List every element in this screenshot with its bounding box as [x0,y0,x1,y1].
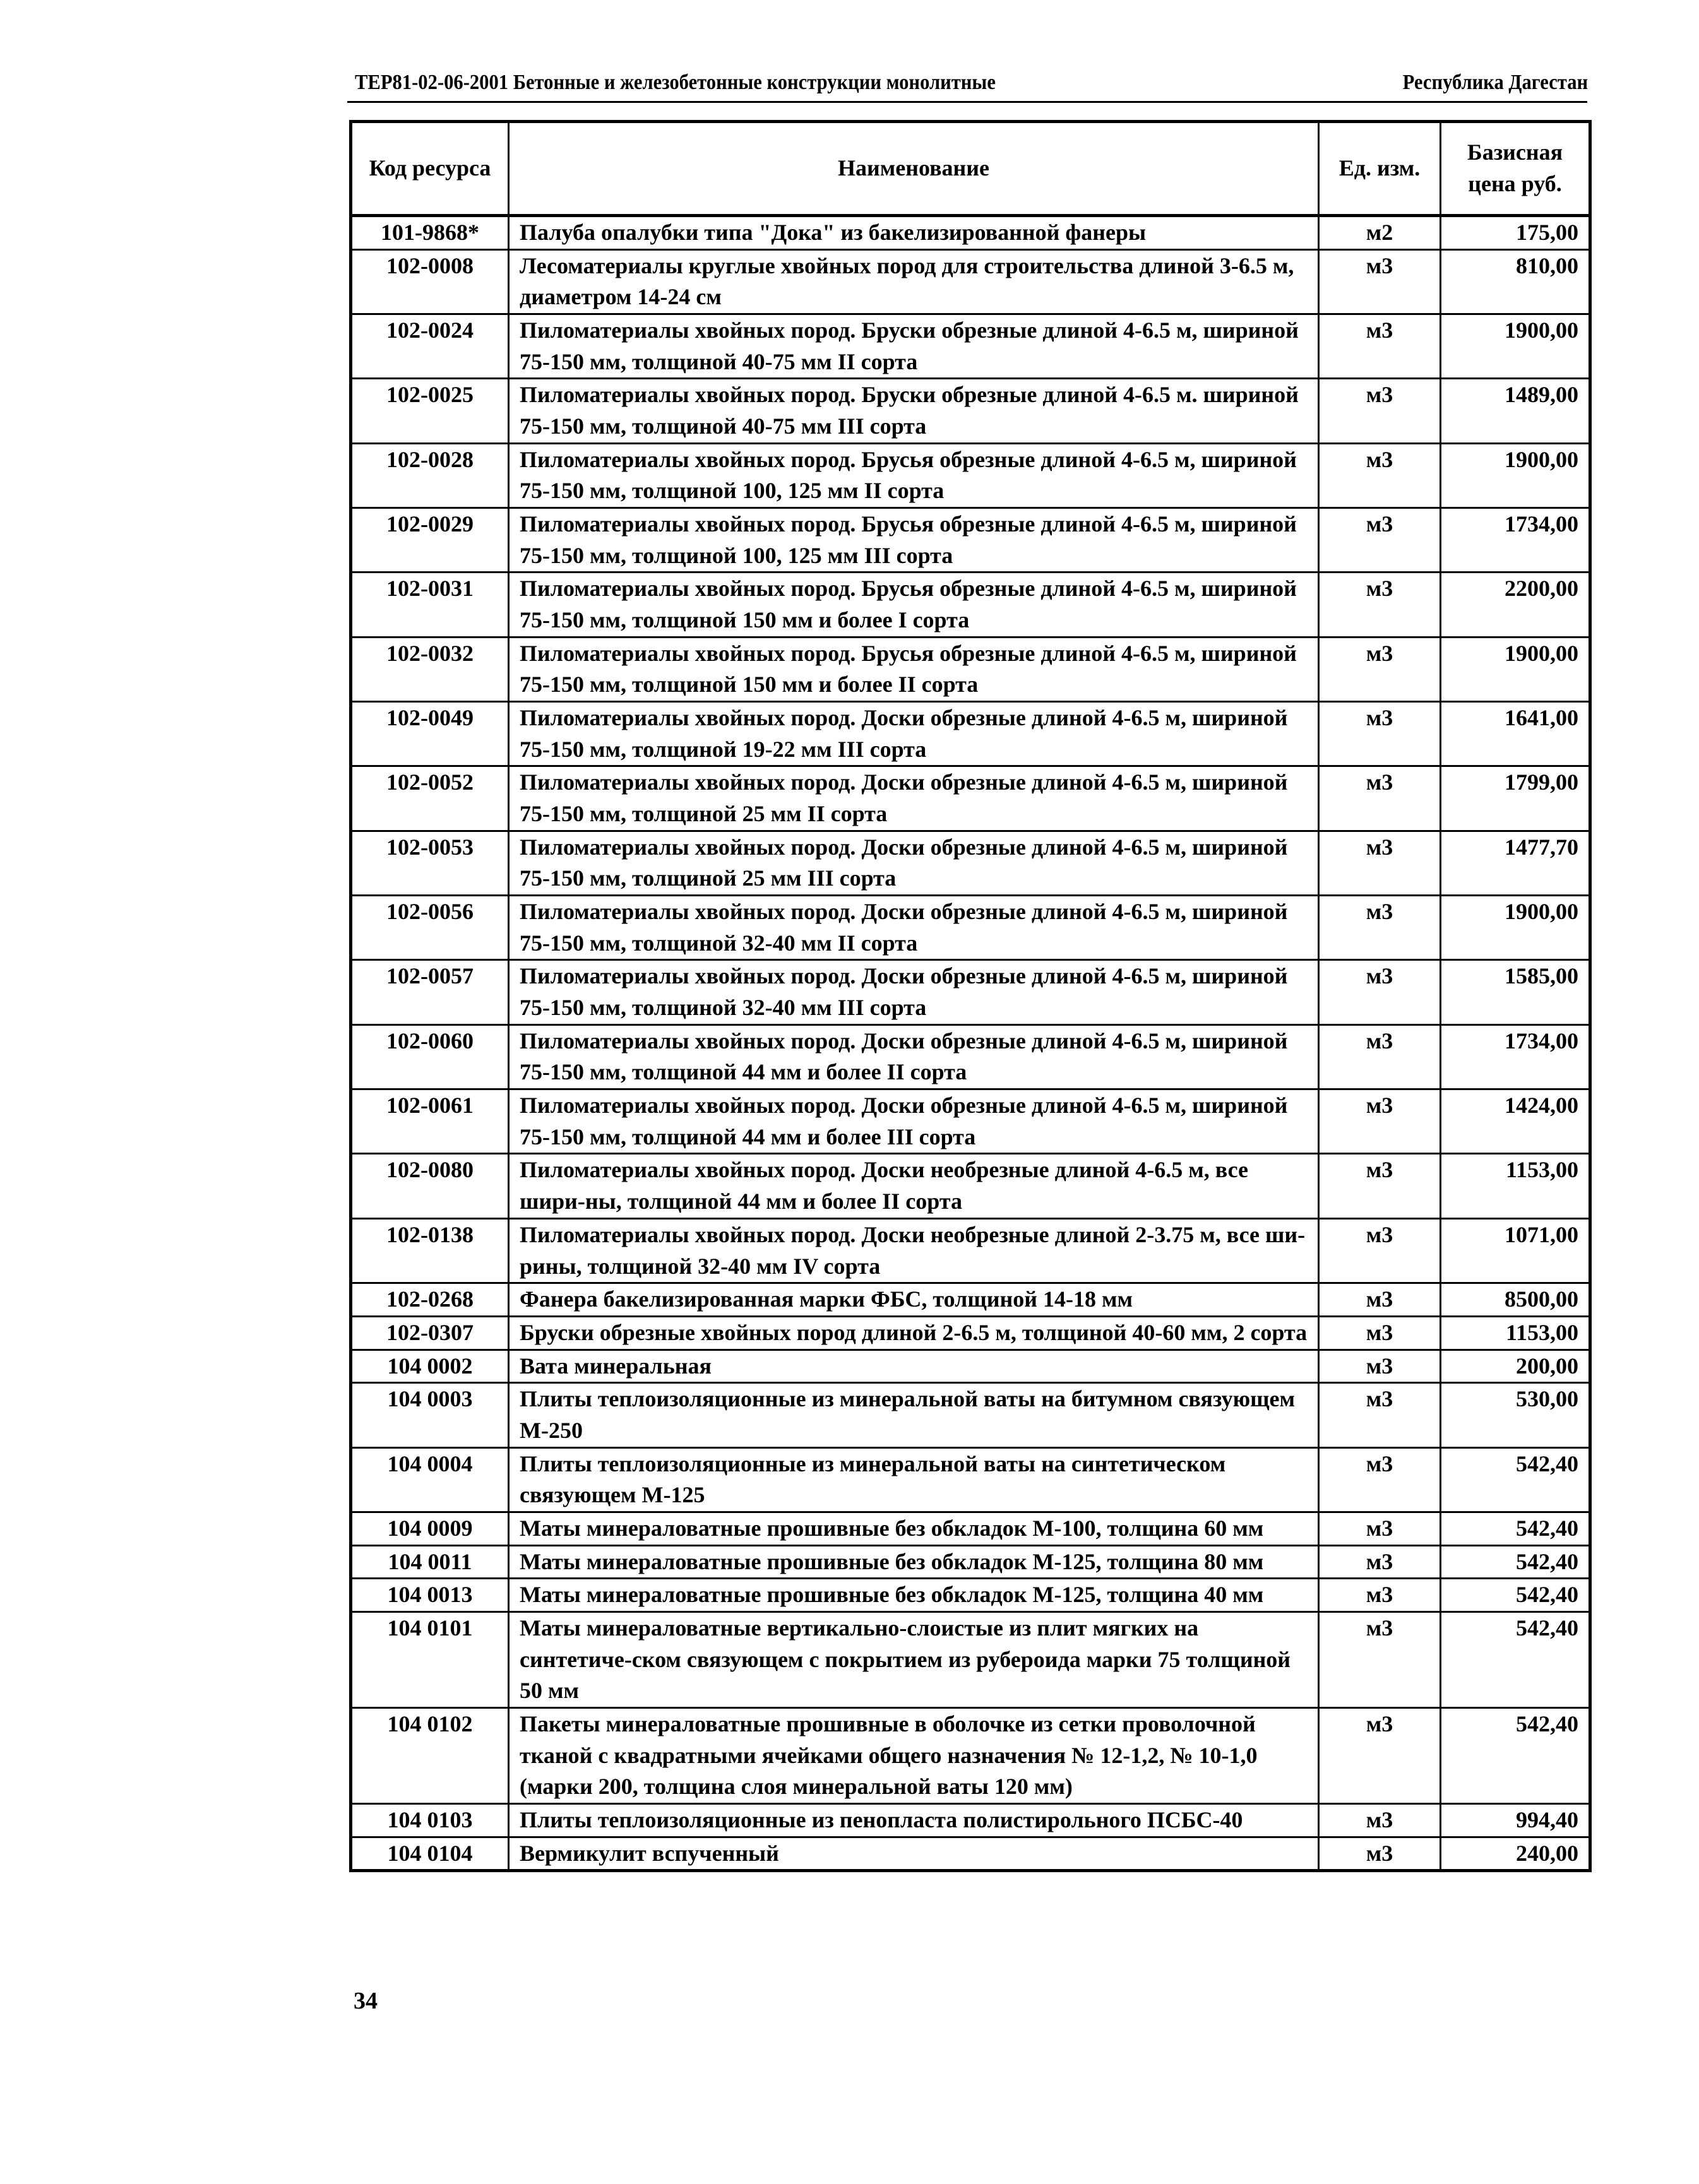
cell-name: Пиломатериалы хвойных пород. Брусья обрезные длиной 4-6.5 м, шириной 75-150 мм, толщиной 100, 125 мм III сорта [509,508,1319,573]
cell-name: Вата минеральная [509,1350,1319,1383]
column-header-unit: Ед. изм. [1319,122,1441,216]
cell-name: Пиломатериалы хвойных пород. Доски обрезные длиной 4-6.5 м, шириной 75-150 мм, толщиной 32-40 мм II сорта [509,896,1319,960]
cell-name: Пиломатериалы хвойных пород. Доски обрезные длиной 4-6.5 м, шириной 75-150 мм, толщиной 19-22 мм III сорта [509,702,1319,766]
table-row [351,702,1590,766]
table-row [351,216,1590,250]
cell-name: Пиломатериалы хвойных пород. Доски обрезные длиной 4-6.5 м, шириной 75-150 мм, толщиной 25 мм II сорта [509,766,1319,831]
cell-code: 102-0029 [351,508,509,573]
cell-price: 542,40 [1441,1707,1590,1803]
table-row [351,314,1590,379]
cell-unit: м3 [1319,1154,1441,1218]
cell-code: 102-0057 [351,960,509,1024]
table-row [351,1579,1590,1612]
cell-code: 102-0060 [351,1024,509,1089]
cell-name: Бруски обрезные хвойных пород длиной 2-6.5 м, толщиной 40-60 мм, 2 сорта [509,1316,1319,1350]
cell-code: 101-9868* [351,216,509,250]
table-row [351,1383,1590,1447]
cell-price: 810,00 [1441,249,1590,314]
table-row [351,1283,1590,1317]
cell-name: Пиломатериалы хвойных пород. Доски обрезные длиной 4-6.5 м, шириной 75-150 мм, толщиной 32-40 мм III сорта [509,960,1319,1024]
table-header-row [351,122,1590,216]
table-row [351,637,1590,701]
cell-name: Плиты теплоизоляционные из минеральной ваты на битумном связующем М-250 [509,1383,1319,1447]
cell-unit: м3 [1319,1512,1441,1545]
column-header-price: Базисная цена руб. [1441,122,1590,216]
cell-name: Фанера бакелизированная марки ФБС, толщиной 14-18 мм [509,1283,1319,1317]
cell-name: Пиломатериалы хвойных пород. Доски необрезные длиной 4-6.5 м, все шири-ны, толщиной 44 мм и более II сорта [509,1154,1319,1218]
cell-unit: м3 [1319,831,1441,895]
cell-name: Маты минераловатные вертикально-слоистые из плит мягких на синтетиче-ском связующем с покрытием из рубероида марки 75 толщиной 50 мм [509,1611,1319,1707]
cell-code: 104 0101 [351,1611,509,1707]
cell-code: 102-0008 [351,249,509,314]
cell-price: 542,40 [1441,1447,1590,1512]
region-name: Республика Дагестан [1402,71,1588,94]
cell-price: 1641,00 [1441,702,1590,766]
table-row [351,379,1590,443]
cell-unit: м3 [1319,1803,1441,1837]
table-row [351,1803,1590,1837]
table-row [351,1707,1590,1803]
table-body [351,216,1590,1871]
cell-name: Пакеты минераловатные прошивные в оболочке из сетки проволочной тканой с квадратными ячейками общего назначения № 12-1,2, № 10-1,0 (марки 200, толщина слоя минеральной ваты 120 мм) [509,1707,1319,1803]
cell-name: Пиломатериалы хвойных пород. Бруски обрезные длиной 4-6.5 м, шириной 75-150 мм, толщиной 40-75 мм II сорта [509,314,1319,379]
cell-name: Вермикулит вспученный [509,1837,1319,1871]
cell-unit: м3 [1319,249,1441,314]
cell-price: 2200,00 [1441,573,1590,637]
cell-unit: м3 [1319,702,1441,766]
cell-code: 102-0056 [351,896,509,960]
table-row [351,766,1590,831]
cell-unit: м3 [1319,508,1441,573]
cell-name: Пиломатериалы хвойных пород. Доски обрезные длиной 4-6.5 м, шириной 75-150 мм, толщиной 25 мм III сорта [509,831,1319,895]
column-header-code: Код ресурса [351,122,509,216]
cell-price: 1734,00 [1441,508,1590,573]
cell-price: 1477,70 [1441,831,1590,895]
cell-code: 104 0103 [351,1803,509,1837]
cell-name: Пиломатериалы хвойных пород. Брусья обрезные длиной 4-6.5 м, шириной 75-150 мм, толщиной 150 мм и более II сорта [509,637,1319,701]
cell-name: Пиломатериалы хвойных пород. Доски обрезные длиной 4-6.5 м, шириной 75-150 мм, толщиной 44 мм и более III сорта [509,1089,1319,1154]
cell-unit: м3 [1319,1350,1441,1383]
cell-code: 104 0004 [351,1447,509,1512]
table-row [351,1089,1590,1154]
cell-code: 102-0061 [351,1089,509,1154]
cell-unit: м3 [1319,1447,1441,1512]
table-row [351,573,1590,637]
table-row [351,1512,1590,1545]
cell-unit: м3 [1319,573,1441,637]
cell-code: 104 0104 [351,1837,509,1871]
cell-price: 1900,00 [1441,443,1590,507]
cell-price: 1071,00 [1441,1218,1590,1283]
cell-code: 102-0031 [351,573,509,637]
cell-code: 102-0028 [351,443,509,507]
cell-price: 175,00 [1441,216,1590,250]
cell-code: 104 0003 [351,1383,509,1447]
cell-unit: м3 [1319,1283,1441,1317]
cell-price: 8500,00 [1441,1283,1590,1317]
table-row [351,1545,1590,1579]
cell-price: 542,40 [1441,1579,1590,1612]
cell-name: Пиломатериалы хвойных пород. Бруски обрезные длиной 4-6.5 м. шириной 75-150 мм, толщиной 40-75 мм III сорта [509,379,1319,443]
cell-name: Пиломатериалы хвойных пород. Брусья обрезные длиной 4-6.5 м, шириной 75-150 мм, толщиной 150 мм и более I сорта [509,573,1319,637]
cell-price: 1799,00 [1441,766,1590,831]
table-row [351,1024,1590,1089]
cell-unit: м3 [1319,1579,1441,1612]
cell-code: 102-0080 [351,1154,509,1218]
cell-unit: м3 [1319,766,1441,831]
cell-unit: м3 [1319,637,1441,701]
cell-name: Плиты теплоизоляционные из пенопласта полистирольного ПСБС-40 [509,1803,1319,1837]
cell-price: 542,40 [1441,1611,1590,1707]
cell-code: 104 0102 [351,1707,509,1803]
cell-unit: м3 [1319,1837,1441,1871]
table-row [351,1154,1590,1218]
cell-name: Плиты теплоизоляционные из минеральной ваты на синтетическом связующем М-125 [509,1447,1319,1512]
cell-code: 104 0002 [351,1350,509,1383]
table-row [351,1350,1590,1383]
cell-name: Палуба опалубки типа "Дока" из бакелизированной фанеры [509,216,1319,250]
cell-code: 104 0011 [351,1545,509,1579]
cell-name: Лесоматериалы круглые хвойных пород для строительства длиной 3-6.5 м, диаметром 14-24 см [509,249,1319,314]
document-title: ТЕР81-02-06-2001 Бетонные и железобетонные конструкции монолитные [355,71,996,94]
cell-code: 102-0049 [351,702,509,766]
cell-unit: м3 [1319,1316,1441,1350]
cell-price: 1900,00 [1441,637,1590,701]
table-row [351,1611,1590,1707]
cell-price: 1585,00 [1441,960,1590,1024]
cell-unit: м3 [1319,896,1441,960]
cell-name: Маты минераловатные прошивные без обкладок М-125, толщина 80 мм [509,1545,1319,1579]
cell-price: 1900,00 [1441,314,1590,379]
cell-code: 102-0025 [351,379,509,443]
table-row [351,249,1590,314]
page-number: 34 [354,1988,378,2014]
cell-code: 104 0013 [351,1579,509,1612]
cell-name: Маты минераловатные прошивные без обкладок М-125, толщина 40 мм [509,1579,1319,1612]
cell-code: 102-0307 [351,1316,509,1350]
cell-unit: м3 [1319,443,1441,507]
cell-unit: м3 [1319,314,1441,379]
cell-price: 1734,00 [1441,1024,1590,1089]
cell-price: 542,40 [1441,1545,1590,1579]
cell-code: 102-0053 [351,831,509,895]
header-rule [347,101,1587,103]
cell-price: 994,40 [1441,1803,1590,1837]
cell-name: Пиломатериалы хвойных пород. Доски необрезные длиной 2-3.75 м, все ши-рины, толщиной 32-40 мм IV сорта [509,1218,1319,1283]
cell-unit: м3 [1319,1089,1441,1154]
cell-price: 200,00 [1441,1350,1590,1383]
cell-price: 542,40 [1441,1512,1590,1545]
cell-code: 102-0032 [351,637,509,701]
cell-name: Маты минераловатные прошивные без обкладок М-100, толщина 60 мм [509,1512,1319,1545]
cell-unit: м3 [1319,960,1441,1024]
cell-code: 102-0268 [351,1283,509,1317]
table-row [351,896,1590,960]
cell-price: 1424,00 [1441,1089,1590,1154]
cell-code: 102-0052 [351,766,509,831]
cell-unit: м3 [1319,379,1441,443]
cell-name: Пиломатериалы хвойных пород. Доски обрезные длиной 4-6.5 м, шириной 75-150 мм, толщиной 44 мм и более II сорта [509,1024,1319,1089]
cell-unit: м2 [1319,216,1441,250]
cell-price: 1153,00 [1441,1316,1590,1350]
cell-price: 240,00 [1441,1837,1590,1871]
cell-code: 102-0024 [351,314,509,379]
cell-unit: м3 [1319,1024,1441,1089]
table-row [351,1218,1590,1283]
table-row [351,1316,1590,1350]
table-row [351,960,1590,1024]
table-row [351,831,1590,895]
cell-price: 1489,00 [1441,379,1590,443]
table-row [351,1447,1590,1512]
cell-price: 530,00 [1441,1383,1590,1447]
cell-code: 104 0009 [351,1512,509,1545]
cell-code: 102-0138 [351,1218,509,1283]
cell-name: Пиломатериалы хвойных пород. Брусья обрезные длиной 4-6.5 м, шириной 75-150 мм, толщиной 100, 125 мм II сорта [509,443,1319,507]
table-row [351,1837,1590,1871]
cell-price: 1900,00 [1441,896,1590,960]
resource-price-table [349,120,1592,1872]
column-header-name: Наименование [509,122,1319,216]
cell-unit: м3 [1319,1707,1441,1803]
table-row [351,443,1590,507]
cell-price: 1153,00 [1441,1154,1590,1218]
cell-unit: м3 [1319,1383,1441,1447]
table-row [351,508,1590,573]
cell-unit: м3 [1319,1611,1441,1707]
cell-unit: м3 [1319,1218,1441,1283]
cell-unit: м3 [1319,1545,1441,1579]
